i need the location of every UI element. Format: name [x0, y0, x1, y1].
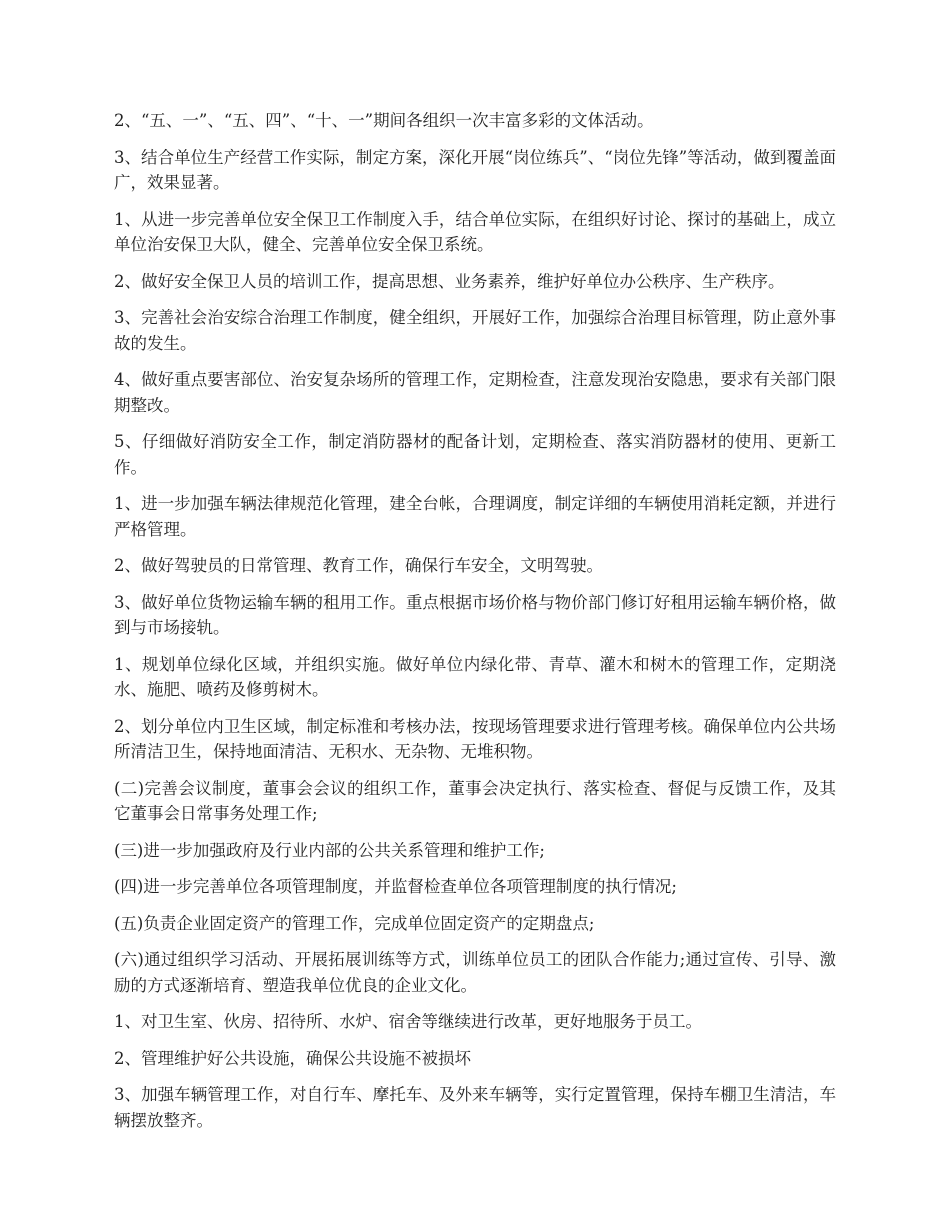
- paragraph-5: 3、完善社会治安综合治理工作制度，健全组织，开展好工作，加强综合治理目标管理，防止意外事故的发生。: [114, 308, 836, 353]
- paragraph-11: 1、规划单位绿化区域，并组织实施。做好单位内绿化带、青草、灌木和树木的管理工作，定期浇水、施肥、喷药及修剪树木。: [114, 654, 836, 699]
- paragraph-17: (六)通过组织学习活动、开展拓展训练等方式，训练单位员工的团队合作能力;通过宣传、引导、激励的方式逐渐培育、塑造我单位优良的企业文化。: [114, 950, 836, 995]
- paragraph-2: 3、结合单位生产经营工作实际，制定方案，深化开展“岗位练兵”、“岗位先锋”等活动，做到覆盖面广，效果显著。: [114, 147, 836, 192]
- paragraph-9: 2、做好驾驶员的日常管理、教育工作，确保行车安全，文明驾驶。: [114, 556, 603, 575]
- paragraph-6: 4、做好重点要害部位、治安复杂场所的管理工作，定期检查，注意发现治安隐患，要求有关部门限期整改。: [114, 370, 836, 415]
- paragraph-10: 3、做好单位货物运输车辆的租用工作。重点根据市场价格与物价部门修订好租用运输车辆价格，做到与市场接轨。: [114, 592, 836, 637]
- document-body: [114, 108, 836, 1144]
- paragraph-20: 3、加强车辆管理工作，对自行车、摩托车、及外来车辆等，实行定置管理，保持车棚卫生清洁，车辆摆放整齐。: [114, 1085, 836, 1130]
- paragraph-7: 5、仔细做好消防安全工作，制定消防器材的配备计划，定期检查、落实消防器材的使用、更新工作。: [114, 432, 836, 477]
- paragraph-15: (四)进一步完善单位各项管理制度，并监督检查单位各项管理制度的执行情况;: [114, 877, 677, 896]
- paragraph-14: (三)进一步加强政府及行业内部的公共关系管理和维护工作;: [114, 840, 545, 860]
- paragraph-8: 1、进一步加强车辆法律规范化管理，建全台帐，合理调度，制定详细的车辆使用消耗定额，并进行严格管理。: [114, 494, 836, 539]
- paragraph-12: 2、划分单位内卫生区域，制定标准和考核办法，按现场管理要求进行管理考核。确保单位内公共场所清洁卫生，保持地面清洁、无积水、无杂物、无堆积物。: [114, 716, 836, 761]
- paragraph-1: 2、“五、一”、“五、四”、“十、一”期间各组织一次丰富多彩的文体活动。: [114, 111, 654, 130]
- paragraph-19: 2、管理维护好公共设施，确保公共设施不被损坏: [114, 1048, 471, 1068]
- paragraph-18: 1、对卫生室、伙房、招待所、水炉、宿舍等继续进行改革，更好地服务于员工。: [114, 1012, 702, 1031]
- paragraph-13: (二)完善会议制度，董事会会议的组织工作，董事会决定执行、落实检查、督促与反馈工作，及其它董事会日常事务处理工作;: [114, 778, 836, 823]
- paragraph-4: 2、做好安全保卫人员的培训工作，提高思想、业务素养，维护好单位办公秩序、生产秩序。: [114, 271, 785, 291]
- paragraph-3: 1、从进一步完善单位安全保卫工作制度入手，结合单位实际，在组织好讨论、探讨的基础上，成立单位治安保卫大队，健全、完善单位安全保卫系统。: [114, 209, 836, 254]
- paragraph-16: (五)负责企业固定资产的管理工作，完成单位固定资产的定期盘点;: [114, 913, 595, 933]
